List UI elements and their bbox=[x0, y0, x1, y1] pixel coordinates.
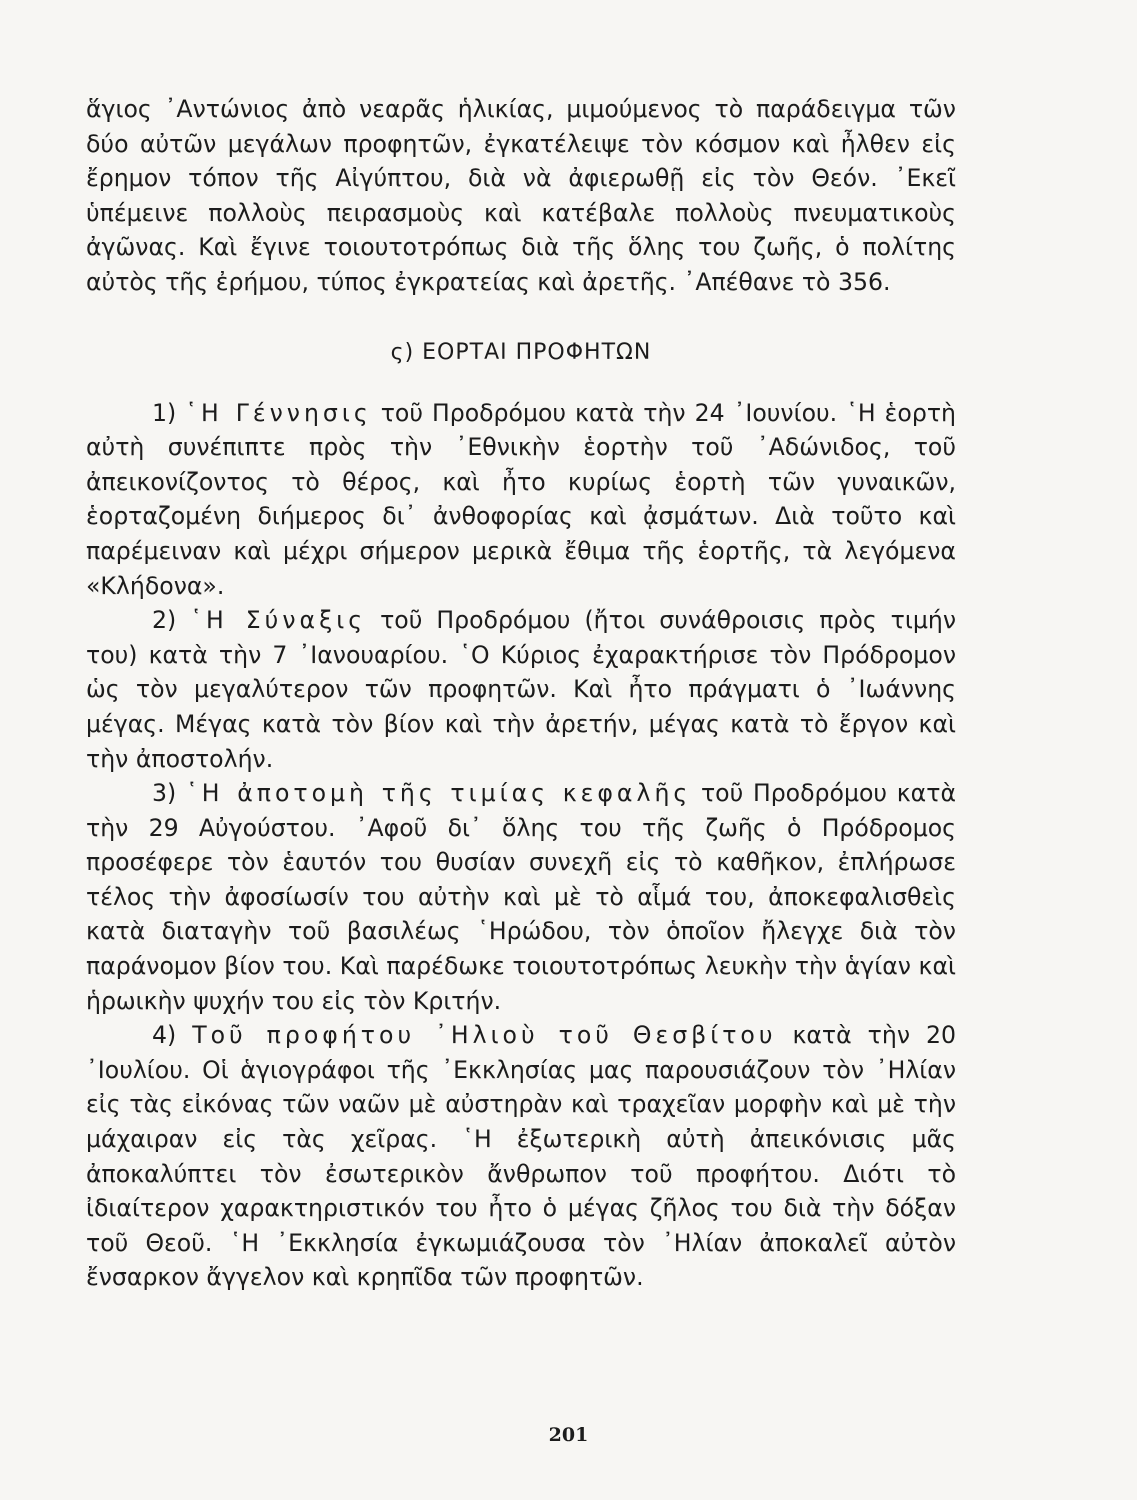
intro-paragraph: ἅγιος ᾿Αντώνιος ἀπὸ νεαρᾶς ἡλικίας, μιμούμενος τὸ παράδειγμα τῶν δύο αὐτῶν μεγάλων προφητῶν, ἐγκατέλειψε τὸν κόσμον καὶ ἦλθεν εἰς ἔρημον τόπον τῆς Αἰγύπτου, διὰ νὰ ἀφιερωθῇ εἰς τὸν Θεόν. ᾿Εκεῖ ὑπέμεινε πολλοὺς πειρασμοὺς καὶ κατέβαλε πολλοὺς πνευματικοὺς ἀγῶνας. Καὶ ἔγινε τοιουτοτρόπως διὰ τῆς ὅλης του ζωῆς, ὁ πολίτης αὐτὸς τῆς ἐρήμου, τύπος ἐγκρατείας καὶ ἀρετῆς. ᾿Απέθανε τὸ 356. bbox=[86, 95, 956, 296]
item-number: 3) bbox=[152, 779, 186, 808]
item-text: τοῦ Προδρόμου (ἤτοι συνάθροισις πρὸς τιμήν του) κατὰ τὴν 7 ᾿Ιανουαρίου. ῾Ο Κύριος ἐχαρακτήρισε τὸν Πρόδρομον ὡς τὸν μεγαλύτερον τῶν προφητῶν. Καὶ ἦτο πράγματι ὁ ᾿Ιωάννης μέγας. Μέγας κατὰ τὸν βίον καὶ τὴν ἀρετήν, μέγας κατὰ τὸ ἔργον καὶ τὴν ἀποστολήν. bbox=[86, 606, 957, 773]
item-title: Τοῦ προφήτου ᾿Ηλιοὺ τοῦ Θεσβίτου bbox=[192, 1021, 777, 1050]
page-number: 201 bbox=[548, 1424, 589, 1446]
feast-item-1 bbox=[86, 396, 956, 604]
item-text: τοῦ Προδρόμου κατὰ τὴν 24 ᾿Ιουνίου. ῾Η ἑορτὴ αὐτὴ συνέπιπτε πρὸς τὴν ᾿Εθνικὴν ἑορτὴν τοῦ ᾿Αδώνιδος, τοῦ ἀπεικονίζοντος τὸ θέρος, καὶ ἦτο κυρίως ἑορτὴ τῶν γυναικῶν, ἑορταζομένη διήμερος δι᾿ ἀνθοφορίας καὶ ᾀσμάτων. Διὰ τοῦτο καὶ παρέμειναν καὶ μέχρι σήμερον μερικὰ ἔθιμα τῆς ἑορτῆς, τὰ λεγόμενα «Κλήδονα». bbox=[86, 398, 956, 600]
item-title: ῾Η Σύναξις bbox=[190, 606, 367, 635]
item-text: τοῦ Προδρόμου κατὰ τὴν 29 Αὐγούστου. ᾿Αφοῦ δι᾿ ὅλης του τῆς ζωῆς ὁ Πρόδρομος προσέφερε τὸν ἑαυτόν του θυσίαν συνεχῆ εἰς τὸ καθῆκον, ἐπλήρωσε τέλος τὴν ἀφοσίωσίν του αὐτὴν καὶ μὲ τὸ αἷμά του, ἀποκεφαλισθεὶς κατὰ διαταγὴν τοῦ βασιλέως ῾Ηρώδου, τὸν ὁποῖον ἤλεγχε διὰ τὸν παράνομον βίον του. Καὶ παρέδωκε τοιουτοτρόπως λευκὴν τὴν ἁγίαν καὶ ἡρωικὴν ψυχήν του εἰς τὸν Κριτήν. bbox=[86, 779, 956, 1015]
item-number: 2) bbox=[152, 606, 191, 635]
page-body bbox=[86, 92, 956, 1295]
item-title: ῾Η ἀποτομὴ τῆς τιμίας κεφαλῆς bbox=[185, 779, 692, 808]
item-text: κατὰ τὴν 20 ᾿Ιουλίου. Οἱ ἁγιογράφοι τῆς ᾿Εκκλησίας μας παρουσιάζουν τὸν ᾿Ηλίαν εἰς τὰς εἰκόνας τῶν ναῶν μὲ αὐστηρὰν καὶ τραχεῖαν μορφὴν καὶ μὲ τὴν μάχαιραν εἰς τὰς χεῖρας. ῾Η ἐξωτερικὴ αὐτὴ ἀπεικόνισις μᾶς ἀποκαλύπτει τὸν ἐσωτερικὸν ἄνθρωπον τοῦ προφήτου. Διότι τὸ ἰδιαίτερον χαρακτηριστικόν του ἦτο ὁ μέγας ζῆλος του διὰ τὴν δόξαν τοῦ Θεοῦ. ῾Η ᾿Εκκλησία ἐγκωμιάζουσα τὸν ᾿Ηλίαν ἀποκαλεῖ αὐτὸν ἔνσαρκον ἄγγελον καὶ κρηπῖδα τῶν προφητῶν. bbox=[86, 1021, 956, 1292]
item-title: ῾Η Γέννησις bbox=[185, 398, 372, 427]
feast-item-2 bbox=[86, 603, 956, 776]
feast-item-4 bbox=[86, 1018, 956, 1295]
section-heading: ς) ΕΟΡΤΑΙ ΠΡΟΦΗΤΩΝ bbox=[390, 339, 652, 365]
item-number: 4) bbox=[152, 1021, 193, 1050]
item-number: 1) bbox=[152, 398, 186, 427]
feast-item-3 bbox=[86, 776, 956, 1018]
